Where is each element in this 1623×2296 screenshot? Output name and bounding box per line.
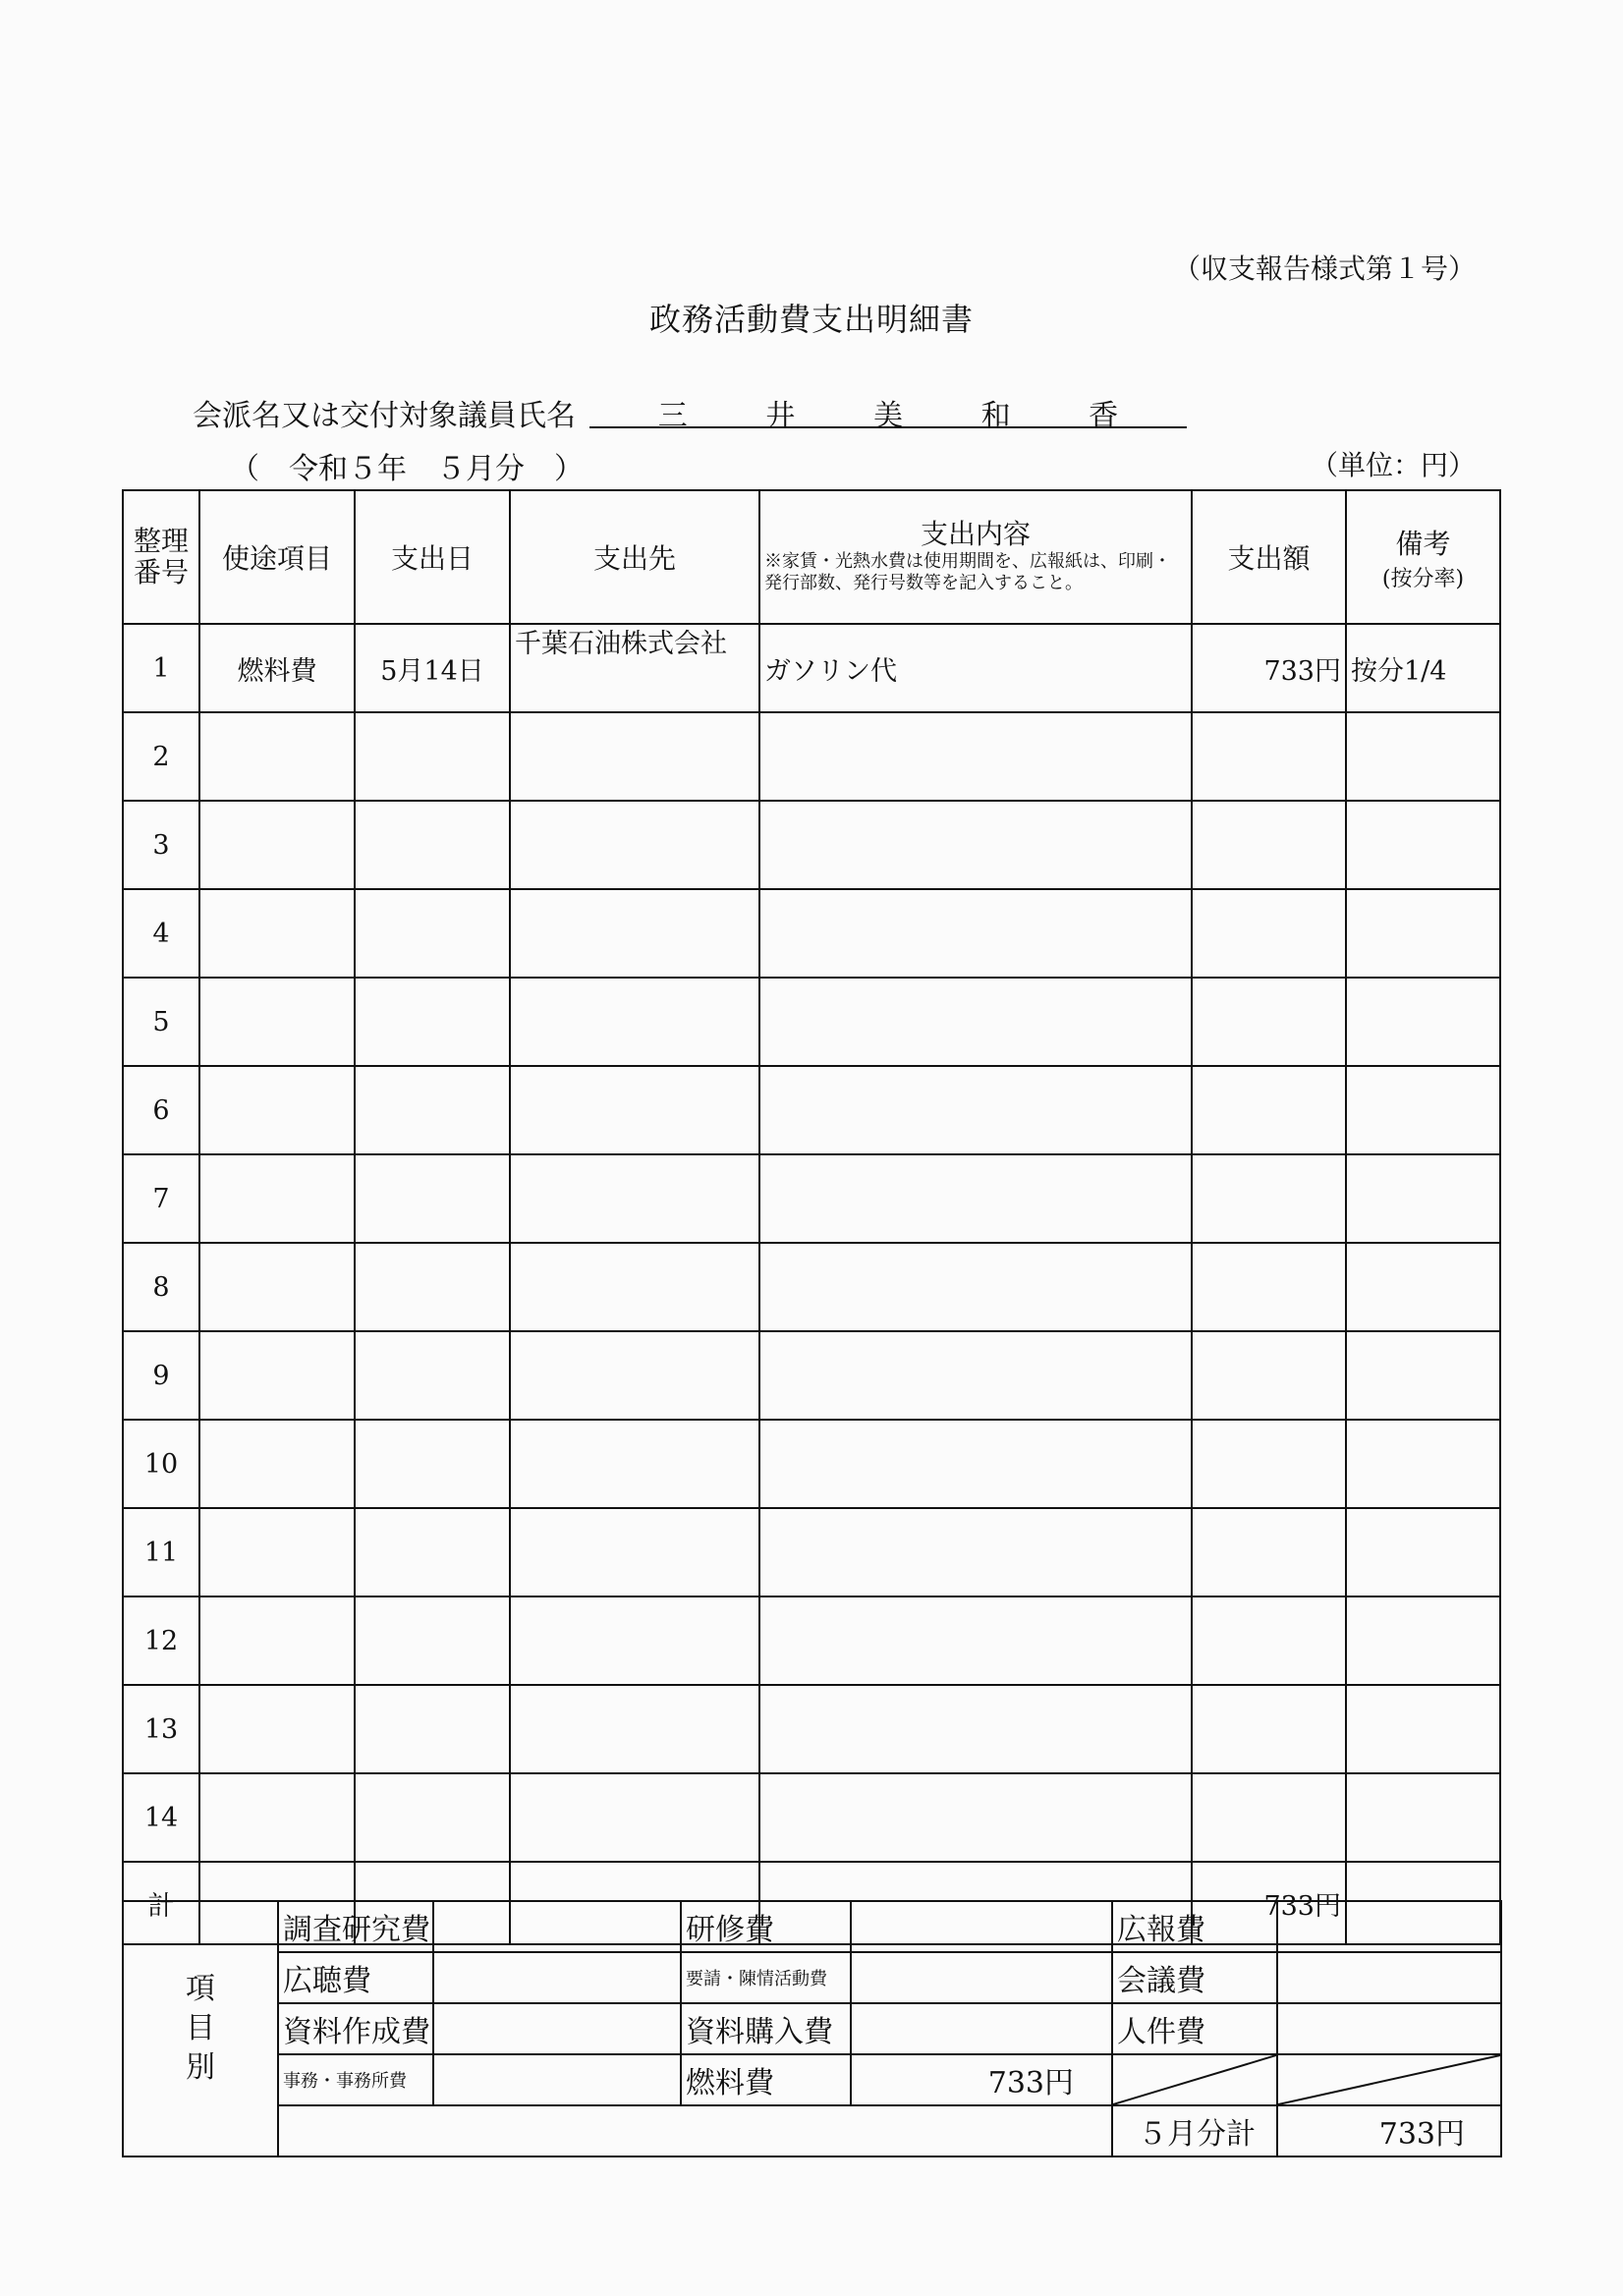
row-date <box>355 978 510 1066</box>
row-remark <box>1346 1596 1500 1685</box>
row-date <box>355 889 510 978</box>
blank-slash-cell <box>1277 2054 1501 2105</box>
row-remark <box>1346 1773 1500 1862</box>
row-date <box>355 1508 510 1596</box>
member-name-char: 井 <box>765 399 796 433</box>
table-row <box>123 889 1500 978</box>
row-amount <box>1192 1243 1346 1331</box>
category-label: 人件費 <box>1112 2003 1277 2054</box>
category-value <box>433 2054 681 2105</box>
row-date: 5月14日 <box>355 624 510 712</box>
header-content <box>759 490 1192 624</box>
row-content <box>759 712 1192 801</box>
row-date <box>355 801 510 889</box>
category-label: 資料作成費 <box>278 2003 433 2054</box>
table-row <box>123 1596 1500 1685</box>
expense-detail-table <box>122 489 1501 1945</box>
row-number: 5 <box>123 978 199 1066</box>
row-amount <box>1192 978 1346 1066</box>
row-remark <box>1346 801 1500 889</box>
row-content <box>759 1685 1192 1773</box>
row-item <box>199 889 355 978</box>
row-content <box>759 1773 1192 1862</box>
row-item <box>199 1508 355 1596</box>
row-content <box>759 1508 1192 1596</box>
row-payee: 千葉石油株式会社 <box>510 624 759 712</box>
blank-slash-cell <box>1112 2054 1277 2105</box>
row-content <box>759 889 1192 978</box>
member-name-field <box>589 391 1187 433</box>
row-content <box>759 1331 1192 1420</box>
total-amount: 733円 <box>1192 1862 1346 1944</box>
row-amount <box>1192 889 1346 978</box>
row-amount <box>1192 1154 1346 1243</box>
table-row <box>123 624 1500 712</box>
member-name-char: 香 <box>1089 399 1119 433</box>
category-value <box>851 1952 1112 2003</box>
row-number: 3 <box>123 801 199 889</box>
category-label: 広聴費 <box>278 1952 433 2003</box>
row-remark <box>1346 1331 1500 1420</box>
table-row <box>123 1508 1500 1596</box>
row-number: 13 <box>123 1685 199 1773</box>
row-number: 11 <box>123 1508 199 1596</box>
row-item <box>199 1154 355 1243</box>
row-payee <box>510 1420 759 1508</box>
category-label: 広報費 <box>1112 1901 1277 1952</box>
header-payee: 支出先 <box>510 490 759 624</box>
row-content <box>759 1243 1192 1331</box>
row-item <box>199 1685 355 1773</box>
row-amount <box>1192 801 1346 889</box>
row-number: 12 <box>123 1596 199 1685</box>
row-number: 4 <box>123 889 199 978</box>
category-value <box>1277 1901 1501 1952</box>
reporting-period: （ 令和５年 ５月分 ） <box>230 452 584 486</box>
table-row <box>123 1066 1500 1154</box>
row-payee <box>510 1508 759 1596</box>
row-remark <box>1346 1420 1500 1508</box>
table-row <box>123 978 1500 1066</box>
row-date <box>355 1331 510 1420</box>
row-payee <box>510 1243 759 1331</box>
member-name-char: 美 <box>872 399 903 433</box>
category-label: 燃料費 <box>681 2054 851 2105</box>
row-number: 9 <box>123 1331 199 1420</box>
row-content <box>759 1596 1192 1685</box>
row-amount <box>1192 1420 1346 1508</box>
row-item <box>199 712 355 801</box>
row-payee <box>510 1773 759 1862</box>
row-content <box>759 1420 1192 1508</box>
row-payee <box>510 1596 759 1685</box>
row-amount <box>1192 1596 1346 1685</box>
row-date <box>355 1773 510 1862</box>
category-label: 調査研究費 <box>278 1901 433 1952</box>
header-remark-sub: (按分率) <box>1381 566 1465 591</box>
row-item <box>199 1066 355 1154</box>
member-name-char: 三 <box>657 399 688 433</box>
category-value <box>433 1952 681 2003</box>
row-remark: 按分1/4 <box>1346 624 1500 712</box>
row-content <box>759 978 1192 1066</box>
table-row <box>123 712 1500 801</box>
row-date <box>355 1420 510 1508</box>
total-label: 計 <box>123 1862 199 1944</box>
row-item <box>199 978 355 1066</box>
unit-note: （単位：円） <box>1310 449 1476 481</box>
row-item <box>199 1596 355 1685</box>
category-value: 733円 <box>851 2054 1112 2105</box>
row-payee <box>510 978 759 1066</box>
row-date <box>355 1154 510 1243</box>
row-number: 6 <box>123 1066 199 1154</box>
row-date <box>355 1243 510 1331</box>
table-row <box>123 1154 1500 1243</box>
table-row <box>123 1773 1500 1862</box>
member-name-label: 会派名又は交付対象議員氏名 <box>193 399 576 433</box>
summary-blank-cell <box>278 2105 1112 2156</box>
row-item <box>199 1773 355 1862</box>
row-payee <box>510 1066 759 1154</box>
category-label: 事務・事務所費 <box>278 2054 433 2105</box>
row-amount <box>1192 1331 1346 1420</box>
row-item: 燃料費 <box>199 624 355 712</box>
table-row <box>123 801 1500 889</box>
row-date <box>355 1066 510 1154</box>
header-remark <box>1346 490 1500 624</box>
row-number: 8 <box>123 1243 199 1331</box>
row-number: 2 <box>123 712 199 801</box>
table-row <box>123 1243 1500 1331</box>
diagonal-slash <box>1113 2055 1276 2104</box>
row-content <box>759 1154 1192 1243</box>
row-content <box>759 1066 1192 1154</box>
category-value <box>1277 2003 1501 2054</box>
header-item: 使途項目 <box>199 490 355 624</box>
row-content <box>759 801 1192 889</box>
diagonal-slash <box>1278 2055 1500 2104</box>
table-header-row <box>123 490 1500 624</box>
row-amount <box>1192 1508 1346 1596</box>
category-value <box>433 1901 681 1952</box>
row-date <box>355 1596 510 1685</box>
form-reference: （収支報告様式第１号） <box>1172 252 1476 285</box>
row-number: 7 <box>123 1154 199 1243</box>
row-amount <box>1192 1773 1346 1862</box>
member-name-char: 和 <box>980 399 1011 433</box>
header-number: 整理 番号 <box>123 490 199 624</box>
category-value <box>433 2003 681 2054</box>
header-amount: 支出額 <box>1192 490 1346 624</box>
category-label: 要請・陳情活動費 <box>681 1952 851 2003</box>
row-remark <box>1346 712 1500 801</box>
month-total-amount: 733円 <box>1277 2105 1501 2156</box>
document-title: 政務活動費支出明細書 <box>648 301 974 338</box>
row-content: ガソリン代 <box>759 624 1192 712</box>
row-remark <box>1346 1685 1500 1773</box>
row-number: 14 <box>123 1773 199 1862</box>
category-label: 研修費 <box>681 1901 851 1952</box>
row-payee <box>510 1331 759 1420</box>
row-remark <box>1346 1243 1500 1331</box>
row-remark <box>1346 1066 1500 1154</box>
category-value <box>1277 1952 1501 2003</box>
header-remark-label: 備考 <box>1395 527 1451 560</box>
header-date: 支出日 <box>355 490 510 624</box>
row-number: 1 <box>123 624 199 712</box>
table-row <box>123 1685 1500 1773</box>
row-payee <box>510 1154 759 1243</box>
row-item <box>199 1420 355 1508</box>
row-item <box>199 801 355 889</box>
row-amount: 733円 <box>1192 624 1346 712</box>
category-side-label: 項 目 別 <box>123 1901 278 2156</box>
row-remark <box>1346 1508 1500 1596</box>
header-content-note: ※家賃・光熱水費は使用期間を、広報紙は、印刷・発行部数、発行号数等を記入すること。 <box>764 551 1171 593</box>
row-item <box>199 1331 355 1420</box>
row-amount <box>1192 712 1346 801</box>
category-value <box>851 2003 1112 2054</box>
row-number: 10 <box>123 1420 199 1508</box>
row-amount <box>1192 1685 1346 1773</box>
table-row <box>123 1331 1500 1420</box>
category-summary-table <box>122 1900 1502 2157</box>
row-remark <box>1346 889 1500 978</box>
row-date <box>355 1685 510 1773</box>
row-payee <box>510 712 759 801</box>
category-label: 資料購入費 <box>681 2003 851 2054</box>
row-payee <box>510 889 759 978</box>
header-content-label: 支出内容 <box>920 518 1031 550</box>
table-row <box>123 1420 1500 1508</box>
month-total-label: ５月分計 <box>1112 2105 1277 2156</box>
row-remark <box>1346 1154 1500 1243</box>
row-payee <box>510 801 759 889</box>
row-remark <box>1346 978 1500 1066</box>
category-value <box>851 1901 1112 1952</box>
row-date <box>355 712 510 801</box>
row-item <box>199 1243 355 1331</box>
category-label: 会議費 <box>1112 1952 1277 2003</box>
row-amount <box>1192 1066 1346 1154</box>
row-payee <box>510 1685 759 1773</box>
